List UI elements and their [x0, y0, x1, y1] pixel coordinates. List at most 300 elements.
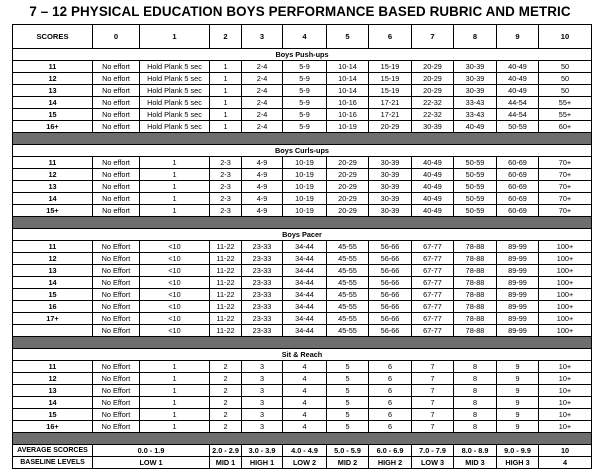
table-row: [13, 421, 592, 433]
header-cell: 1: [140, 25, 210, 49]
score-cell: 9: [497, 397, 539, 409]
score-cell: No Effort: [93, 301, 140, 313]
table-row: [13, 121, 592, 133]
age-cell: 15: [13, 109, 93, 121]
table-row: [13, 397, 592, 409]
score-cell: 30-39: [412, 121, 454, 133]
score-cell: 2: [210, 361, 242, 373]
age-cell: 11: [13, 241, 93, 253]
score-cell: 7: [412, 409, 454, 421]
average-row: [13, 445, 592, 457]
section-separator: [13, 217, 592, 229]
score-cell: 15-19: [369, 85, 412, 97]
score-cell: 2-4: [242, 121, 283, 133]
score-cell: 11-22: [210, 289, 242, 301]
header-cell: 6: [369, 25, 412, 49]
header-cell: 10: [539, 25, 592, 49]
score-cell: <10: [140, 277, 210, 289]
score-cell: 8: [454, 409, 497, 421]
table-row: [13, 193, 592, 205]
score-cell: 44-54: [497, 97, 539, 109]
score-cell: 56-66: [369, 313, 412, 325]
age-cell: 15: [13, 289, 93, 301]
score-cell: 1: [140, 409, 210, 421]
score-cell: 33-43: [454, 97, 497, 109]
score-cell: 11-22: [210, 325, 242, 337]
score-cell: 15-19: [369, 73, 412, 85]
score-cell: 60+: [539, 121, 592, 133]
table-row: [13, 301, 592, 313]
score-cell: 8: [454, 361, 497, 373]
score-cell: No Effort: [93, 265, 140, 277]
score-cell: 2: [210, 385, 242, 397]
baseline-value: MID 3: [454, 457, 497, 469]
score-cell: 1: [140, 193, 210, 205]
score-cell: 100+: [539, 253, 592, 265]
score-cell: 9: [497, 409, 539, 421]
score-cell: 34-44: [283, 241, 327, 253]
score-cell: No Effort: [93, 421, 140, 433]
age-cell: 14: [13, 397, 93, 409]
score-cell: 2-3: [210, 205, 242, 217]
score-cell: 5-9: [283, 97, 327, 109]
score-cell: 1: [140, 181, 210, 193]
score-cell: 20-29: [369, 121, 412, 133]
score-cell: 89-99: [497, 313, 539, 325]
score-cell: No Effort: [93, 325, 140, 337]
score-cell: 9: [497, 421, 539, 433]
score-cell: 40-49: [497, 61, 539, 73]
score-cell: 44-54: [497, 109, 539, 121]
table-row: [13, 289, 592, 301]
score-cell: No effort: [93, 109, 140, 121]
score-cell: 10-14: [327, 61, 369, 73]
score-cell: 70+: [539, 157, 592, 169]
header-cell: 4: [283, 25, 327, 49]
separator-bar: [13, 217, 592, 229]
score-cell: 6: [369, 373, 412, 385]
score-cell: No Effort: [93, 397, 140, 409]
score-cell: 89-99: [497, 253, 539, 265]
average-value: 10: [539, 445, 592, 457]
baseline-value: MID 2: [327, 457, 369, 469]
score-cell: 56-66: [369, 325, 412, 337]
score-cell: No effort: [93, 121, 140, 133]
score-cell: No effort: [93, 157, 140, 169]
score-cell: 5: [327, 385, 369, 397]
score-cell: 56-66: [369, 241, 412, 253]
age-cell: 11: [13, 361, 93, 373]
score-cell: 1: [140, 205, 210, 217]
score-cell: 5: [327, 361, 369, 373]
baseline-value: HIGH 2: [369, 457, 412, 469]
table-row: [13, 157, 592, 169]
score-cell: 10-14: [327, 73, 369, 85]
score-cell: 89-99: [497, 277, 539, 289]
score-cell: 4-9: [242, 205, 283, 217]
score-cell: 89-99: [497, 325, 539, 337]
score-cell: 1: [140, 169, 210, 181]
score-cell: 23-33: [242, 289, 283, 301]
score-cell: 4: [283, 397, 327, 409]
score-cell: 34-44: [283, 277, 327, 289]
score-cell: No effort: [93, 205, 140, 217]
score-cell: 50-59: [497, 121, 539, 133]
score-cell: 10+: [539, 397, 592, 409]
score-cell: Hold Plank 5 sec: [140, 97, 210, 109]
score-cell: 40-49: [412, 193, 454, 205]
score-cell: 10-16: [327, 109, 369, 121]
score-cell: 8: [454, 373, 497, 385]
table-row: [13, 73, 592, 85]
score-cell: 10-19: [327, 121, 369, 133]
score-cell: 20-29: [327, 193, 369, 205]
score-cell: 78-88: [454, 241, 497, 253]
score-cell: 5-9: [283, 109, 327, 121]
score-cell: 50: [539, 61, 592, 73]
section-title: Boys Curls-ups: [13, 145, 592, 157]
score-cell: 78-88: [454, 289, 497, 301]
score-cell: 10+: [539, 385, 592, 397]
header-cell: 5: [327, 25, 369, 49]
score-cell: 30-39: [369, 205, 412, 217]
score-cell: Hold Plank 5 sec: [140, 109, 210, 121]
header-cell: 0: [93, 25, 140, 49]
score-cell: <10: [140, 241, 210, 253]
table-row: [13, 181, 592, 193]
age-cell: 12: [13, 169, 93, 181]
baseline-value: HIGH 3: [497, 457, 539, 469]
score-cell: No Effort: [93, 385, 140, 397]
score-cell: 9: [497, 385, 539, 397]
score-cell: 6: [369, 397, 412, 409]
score-cell: No effort: [93, 97, 140, 109]
age-cell: [13, 325, 93, 337]
baseline-value: LOW 3: [412, 457, 454, 469]
score-cell: 3: [242, 361, 283, 373]
score-cell: 10-16: [327, 97, 369, 109]
score-cell: 10-19: [283, 205, 327, 217]
table-row: [13, 325, 592, 337]
score-cell: 34-44: [283, 253, 327, 265]
score-cell: 10-19: [283, 193, 327, 205]
score-cell: 17-21: [369, 109, 412, 121]
score-cell: 1: [140, 421, 210, 433]
score-cell: 2-4: [242, 61, 283, 73]
score-cell: 30-39: [454, 73, 497, 85]
score-cell: 67-77: [412, 325, 454, 337]
score-cell: 2: [210, 421, 242, 433]
baseline-value: MID 1: [210, 457, 242, 469]
score-cell: 67-77: [412, 253, 454, 265]
score-cell: 5-9: [283, 73, 327, 85]
separator-bar: [13, 433, 592, 445]
table-row: [13, 409, 592, 421]
score-cell: 45-55: [327, 325, 369, 337]
score-cell: 4-9: [242, 169, 283, 181]
age-cell: 13: [13, 181, 93, 193]
score-cell: 10-19: [283, 157, 327, 169]
score-cell: 34-44: [283, 301, 327, 313]
score-cell: 1: [210, 73, 242, 85]
score-cell: 45-55: [327, 265, 369, 277]
score-cell: Hold Plank 5 sec: [140, 121, 210, 133]
baseline-value: HIGH 1: [242, 457, 283, 469]
average-value: 7.0 - 7.9: [412, 445, 454, 457]
score-cell: 67-77: [412, 289, 454, 301]
score-cell: No Effort: [93, 409, 140, 421]
score-cell: <10: [140, 253, 210, 265]
score-cell: 60-69: [497, 181, 539, 193]
score-cell: 45-55: [327, 241, 369, 253]
score-cell: 70+: [539, 169, 592, 181]
score-cell: 7: [412, 373, 454, 385]
table-row: [13, 361, 592, 373]
header-cell: 8: [454, 25, 497, 49]
score-cell: No Effort: [93, 241, 140, 253]
score-cell: 10-19: [283, 181, 327, 193]
score-cell: 40-49: [412, 157, 454, 169]
score-cell: 1: [210, 61, 242, 73]
age-cell: 15: [13, 409, 93, 421]
score-cell: 30-39: [369, 181, 412, 193]
separator-bar: [13, 133, 592, 145]
score-cell: 3: [242, 373, 283, 385]
score-cell: 30-39: [369, 169, 412, 181]
score-cell: 50: [539, 73, 592, 85]
score-cell: 5: [327, 397, 369, 409]
score-cell: 5: [327, 421, 369, 433]
table-row: [13, 169, 592, 181]
score-cell: 10+: [539, 373, 592, 385]
score-cell: 2-4: [242, 85, 283, 97]
score-cell: 11-22: [210, 277, 242, 289]
score-cell: 5-9: [283, 85, 327, 97]
score-cell: 6: [369, 421, 412, 433]
score-cell: 11-22: [210, 265, 242, 277]
header-cell: 3: [242, 25, 283, 49]
baseline-row: [13, 457, 592, 469]
score-cell: 67-77: [412, 277, 454, 289]
score-cell: 78-88: [454, 253, 497, 265]
score-cell: 50-59: [454, 169, 497, 181]
score-cell: 2-3: [210, 157, 242, 169]
score-cell: 3: [242, 421, 283, 433]
score-cell: 6: [369, 361, 412, 373]
score-cell: 2-3: [210, 181, 242, 193]
score-cell: 4-9: [242, 157, 283, 169]
score-cell: Hold Plank 5 sec: [140, 61, 210, 73]
score-cell: 50-59: [454, 193, 497, 205]
score-cell: 30-39: [454, 61, 497, 73]
average-value: 3.0 - 3.9: [242, 445, 283, 457]
average-value: 6.0 - 6.9: [369, 445, 412, 457]
score-cell: 5-9: [283, 61, 327, 73]
age-cell: 14: [13, 277, 93, 289]
age-cell: 13: [13, 85, 93, 97]
score-cell: 11-22: [210, 301, 242, 313]
score-cell: 34-44: [283, 289, 327, 301]
score-cell: 45-55: [327, 289, 369, 301]
average-value: 8.0 - 8.9: [454, 445, 497, 457]
age-cell: 12: [13, 373, 93, 385]
score-cell: 10-19: [283, 169, 327, 181]
age-cell: 12: [13, 253, 93, 265]
score-cell: 33-43: [454, 109, 497, 121]
score-cell: 6: [369, 385, 412, 397]
section-separator: [13, 133, 592, 145]
section-separator: [13, 433, 592, 445]
average-value: 2.0 - 2.9: [210, 445, 242, 457]
score-cell: Hold Plank 5 sec: [140, 85, 210, 97]
score-cell: 5: [327, 409, 369, 421]
table-row: [13, 97, 592, 109]
score-cell: 45-55: [327, 301, 369, 313]
score-cell: 40-49: [412, 181, 454, 193]
score-cell: 40-49: [412, 205, 454, 217]
score-cell: 34-44: [283, 325, 327, 337]
age-cell: 17+: [13, 313, 93, 325]
average-value: 5.0 - 5.9: [327, 445, 369, 457]
score-cell: 5-9: [283, 121, 327, 133]
score-cell: 100+: [539, 265, 592, 277]
table-row: [13, 109, 592, 121]
score-cell: No Effort: [93, 289, 140, 301]
baseline-value: 4: [539, 457, 592, 469]
score-cell: 20-29: [412, 73, 454, 85]
table-row: [13, 385, 592, 397]
score-cell: 23-33: [242, 241, 283, 253]
score-cell: 56-66: [369, 301, 412, 313]
separator-bar: [13, 337, 592, 349]
score-cell: 1: [140, 373, 210, 385]
score-cell: 2-4: [242, 97, 283, 109]
score-cell: 10+: [539, 409, 592, 421]
score-cell: 8: [454, 385, 497, 397]
score-cell: 89-99: [497, 241, 539, 253]
age-cell: 16+: [13, 121, 93, 133]
section-header: [13, 229, 592, 241]
score-cell: 1: [140, 385, 210, 397]
score-cell: 78-88: [454, 277, 497, 289]
score-cell: 7: [412, 361, 454, 373]
score-cell: 100+: [539, 325, 592, 337]
score-cell: 22-32: [412, 97, 454, 109]
score-cell: 55+: [539, 97, 592, 109]
score-cell: 56-66: [369, 253, 412, 265]
score-cell: 20-29: [327, 157, 369, 169]
score-cell: 40-49: [454, 121, 497, 133]
score-cell: No Effort: [93, 373, 140, 385]
score-cell: 2: [210, 373, 242, 385]
table-row: [13, 85, 592, 97]
score-cell: 70+: [539, 205, 592, 217]
score-cell: <10: [140, 289, 210, 301]
table-row: [13, 373, 592, 385]
score-cell: 40-49: [412, 169, 454, 181]
score-cell: 100+: [539, 301, 592, 313]
score-cell: 2: [210, 397, 242, 409]
age-cell: 11: [13, 157, 93, 169]
section-header: [13, 349, 592, 361]
age-cell: 12: [13, 73, 93, 85]
section-header: [13, 145, 592, 157]
table-row: [13, 205, 592, 217]
score-cell: 30-39: [369, 193, 412, 205]
score-cell: 20-29: [412, 85, 454, 97]
score-cell: 100+: [539, 277, 592, 289]
score-cell: 4: [283, 421, 327, 433]
score-cell: 6: [369, 409, 412, 421]
score-cell: 50-59: [454, 181, 497, 193]
score-cell: 8: [454, 421, 497, 433]
score-cell: 67-77: [412, 301, 454, 313]
score-cell: <10: [140, 313, 210, 325]
score-cell: 56-66: [369, 289, 412, 301]
score-cell: 23-33: [242, 325, 283, 337]
score-cell: 60-69: [497, 169, 539, 181]
score-cell: 56-66: [369, 277, 412, 289]
table-row: [13, 241, 592, 253]
score-cell: 78-88: [454, 265, 497, 277]
score-cell: 2: [210, 409, 242, 421]
header-row: [13, 25, 592, 49]
table-row: [13, 253, 592, 265]
score-cell: 7: [412, 397, 454, 409]
score-cell: No effort: [93, 73, 140, 85]
score-cell: 1: [140, 157, 210, 169]
score-cell: Hold Plank 5 sec: [140, 73, 210, 85]
score-cell: 67-77: [412, 313, 454, 325]
score-cell: 60-69: [497, 205, 539, 217]
score-cell: 8: [454, 397, 497, 409]
score-cell: <10: [140, 325, 210, 337]
score-cell: No effort: [93, 169, 140, 181]
age-cell: 16+: [13, 421, 93, 433]
score-cell: 9: [497, 373, 539, 385]
header-cell: 9: [497, 25, 539, 49]
score-cell: 1: [140, 361, 210, 373]
section-separator: [13, 337, 592, 349]
score-cell: <10: [140, 301, 210, 313]
score-cell: 3: [242, 397, 283, 409]
score-cell: <10: [140, 265, 210, 277]
score-cell: 100+: [539, 289, 592, 301]
score-cell: 89-99: [497, 265, 539, 277]
score-cell: 4: [283, 361, 327, 373]
score-cell: 22-32: [412, 109, 454, 121]
score-cell: 50-59: [454, 157, 497, 169]
score-cell: 89-99: [497, 301, 539, 313]
score-cell: 60-69: [497, 157, 539, 169]
score-cell: 4-9: [242, 193, 283, 205]
score-cell: 1: [210, 121, 242, 133]
score-cell: 40-49: [497, 85, 539, 97]
score-cell: No effort: [93, 181, 140, 193]
age-cell: 11: [13, 61, 93, 73]
score-cell: 4-9: [242, 181, 283, 193]
score-cell: 5: [327, 373, 369, 385]
score-cell: 100+: [539, 313, 592, 325]
score-cell: 2-3: [210, 193, 242, 205]
score-cell: 78-88: [454, 313, 497, 325]
age-cell: 14: [13, 193, 93, 205]
score-cell: 70+: [539, 193, 592, 205]
score-cell: 20-29: [327, 205, 369, 217]
average-value: 9.0 - 9.9: [497, 445, 539, 457]
score-cell: 9: [497, 361, 539, 373]
score-cell: 50: [539, 85, 592, 97]
